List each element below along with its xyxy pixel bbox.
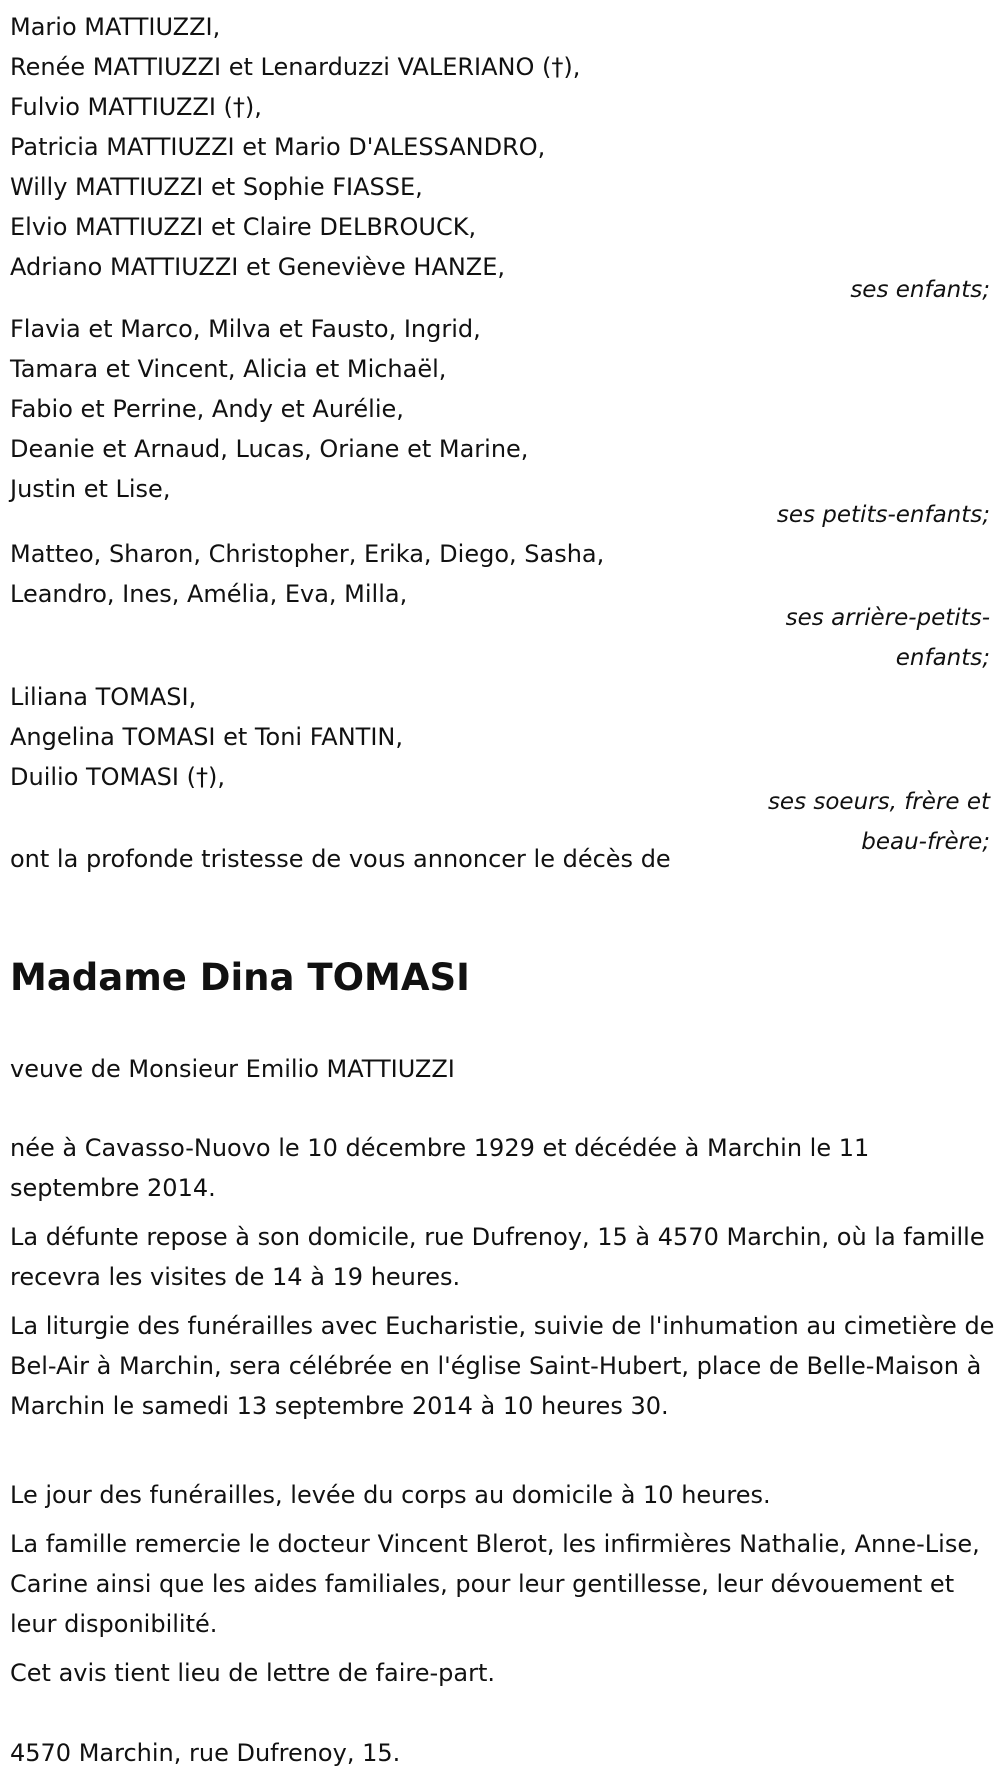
list-item: Justin et Lise, — [10, 475, 171, 503]
list-item: Deanie et Arnaud, Lucas, Oriane et Marine, — [10, 435, 529, 463]
grandchildren-list — [10, 309, 990, 509]
list-item: Matteo, Sharon, Christopher, Erika, Diego, Sasha, — [10, 540, 605, 568]
announcement-text: ont la profonde tristesse de vous annoncer le décès de — [10, 845, 671, 873]
list-item: Leandro, Ines, Amélia, Eva, Milla, — [10, 580, 408, 608]
deceased-name-heading: Madame Dina TOMASI — [10, 956, 470, 999]
siblings-role-label: ses soeurs, frère et beau-frère; — [767, 789, 990, 855]
notice-paragraph: Cet avis tient lieu de lettre de faire-part. — [10, 1659, 495, 1687]
list-item: Mario MATTIUZZI, — [10, 13, 221, 41]
list-item: Willy MATTIUZZI et Sophie FIASSE, — [10, 173, 423, 201]
funeral-paragraph: La liturgie des funérailles avec Eucharistie, suivie de l'inhumation au cimetière de Bel-Air à Marchin, sera célébrée en l'église Saint-Hubert, place de Belle-Maison à Marchin le samedi 13 septembre 2014 à 10 heures 30. — [10, 1312, 995, 1420]
list-item: Liliana TOMASI, — [10, 683, 197, 711]
list-item: Fulvio MATTIUZZI (†), — [10, 93, 262, 121]
children-role-label: ses enfants; — [850, 277, 990, 303]
list-item: Elvio MATTIUZZI et Claire DELBROUCK, — [10, 213, 477, 241]
great-grandchildren-role-label: ses arrière-petits-enfants; — [785, 605, 990, 671]
list-item: Duilio TOMASI (†), — [10, 763, 225, 791]
birth-death-paragraph: née à Cavasso-Nuovo le 10 décembre 1929 et décédée à Marchin le 11 septembre 2014. — [10, 1134, 870, 1202]
list-item: Renée MATTIUZZI et Lenarduzzi VALERIANO (†), — [10, 53, 581, 81]
list-item: Fabio et Perrine, Andy et Aurélie, — [10, 395, 404, 423]
thanks-paragraph: La famille remercie le docteur Vincent Blerot, les infirmières Nathalie, Anne-Lise, Carine ainsi que les aides familiales, pour leur gentillesse, leur dévouement et leur disponibilité. — [10, 1530, 980, 1638]
visitation-paragraph: La défunte repose à son domicile, rue Dufrenoy, 15 à 4570 Marchin, où la famille recevra les visites de 14 à 19 heures. — [10, 1223, 985, 1291]
list-item: Patricia MATTIUZZI et Mario D'ALESSANDRO, — [10, 133, 546, 161]
siblings-list — [10, 677, 990, 797]
children-list — [10, 7, 990, 287]
address-text: 4570 Marchin, rue Dufrenoy, 15. — [10, 1739, 401, 1767]
list-item: Adriano MATTIUZZI et Geneviève HANZE, — [10, 253, 505, 281]
list-item: Tamara et Vincent, Alicia et Michaël, — [10, 355, 447, 383]
grandchildren-role-label: ses petits-enfants; — [776, 502, 990, 528]
widow-of-text: veuve de Monsieur Emilio MATTIUZZI — [10, 1055, 455, 1083]
list-item: Flavia et Marco, Milva et Fausto, Ingrid, — [10, 315, 481, 343]
departure-paragraph: Le jour des funérailles, levée du corps au domicile à 10 heures. — [10, 1481, 771, 1509]
list-item: Angelina TOMASI et Toni FANTIN, — [10, 723, 403, 751]
